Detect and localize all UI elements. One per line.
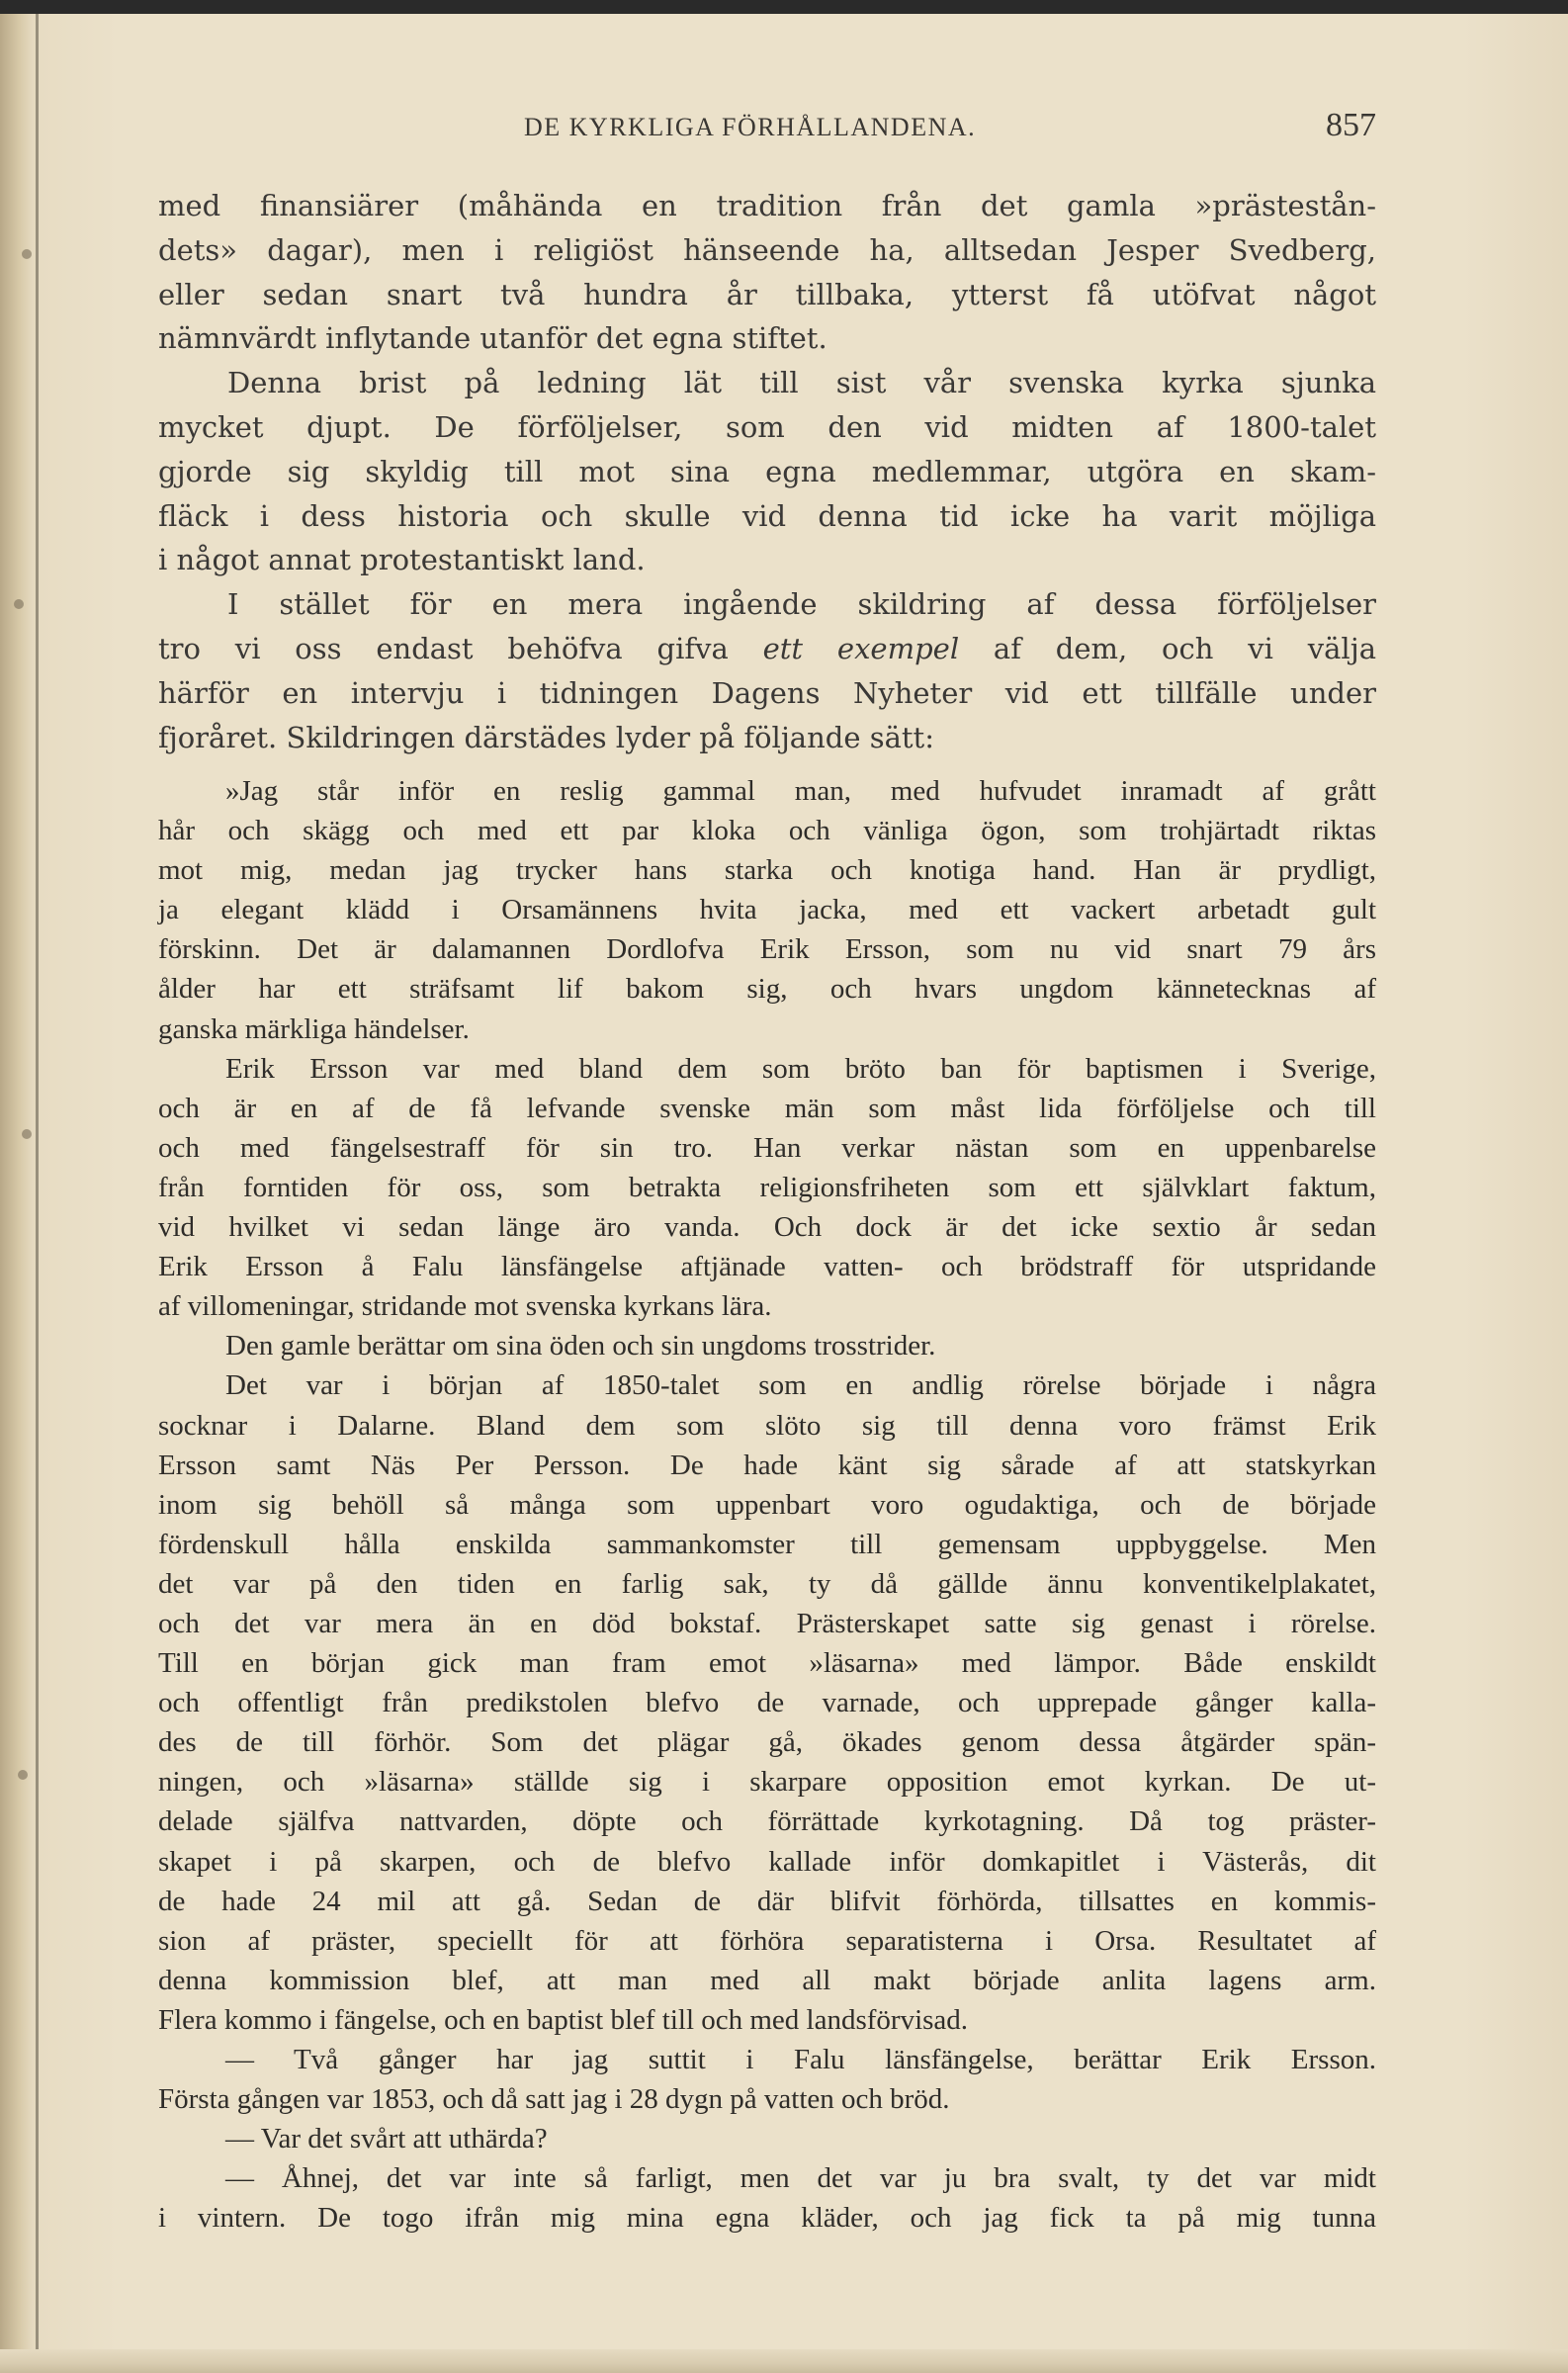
- quoted-interview-block: [158, 771, 1376, 2238]
- scan-top-border: [0, 0, 1568, 14]
- text-line: Flera kommo i fängelse, och en baptist blef till och med landsförvisad.: [158, 2003, 969, 2036]
- text-line: inom sig behöll så många som uppenbart voro ogudaktiga, och de började: [158, 1488, 1376, 1521]
- text-line: dets» dagar), men i religiöst hänseende ha, alltsedan Jesper Svedberg,: [158, 232, 1376, 267]
- text-line: sion af präster, speciellt för att förhöra separatisterna i Orsa. Resultatet af: [158, 1924, 1376, 1957]
- text-line: mycket djupt. De förföljelser, som den vid midten af 1800-talet: [158, 409, 1376, 444]
- margin-mark: [18, 1770, 28, 1780]
- text-line: ganska märkliga händelser.: [158, 1012, 470, 1045]
- text-line: Ersson samt Näs Per Persson. De hade känt sig sårade af att statskyrkan: [158, 1449, 1376, 1481]
- text-line: hår och skägg och med ett par kloka och vänliga ögon, som trohjärtadt riktas: [158, 815, 1376, 847]
- text-line: mot mig, medan jag trycker hans starka och knotiga hand. Han är prydligt,: [158, 854, 1376, 887]
- text-line: denna kommission blef, att man med all makt började anlita lagens arm.: [158, 1964, 1376, 1996]
- text-line: ningen, och »läsarna» ställde sig i skarpare opposition emot kyrkan. De ut-: [158, 1766, 1376, 1799]
- text-line: och är en af de få lefvande svenske män som måst lida förföljelse och till: [158, 1092, 1376, 1124]
- text-line: socknar i Dalarne. Bland dem som slöto sig till denna voro främst Erik: [158, 1409, 1376, 1442]
- text-segment: tro vi oss endast behöfva gifva: [158, 631, 763, 665]
- text-line: vid hvilket vi sedan länge äro vanda. Och dock är det icke sextio år sedan: [158, 1211, 1376, 1244]
- text-line: och det var mera än en död bokstaf. Prästerskapet satte sig genast i rörelse.: [158, 1607, 1376, 1639]
- text-line: det var på den tiden en farlig sak, ty då gällde ännu konventikelplakatet,: [158, 1567, 1376, 1600]
- text-line: Det var i början af 1850-talet som en andlig rörelse började i några: [225, 1369, 1376, 1402]
- text-line: härför en intervju i tidningen Dagens Nyheter vid ett tillfälle under: [158, 675, 1376, 710]
- text-line: fjoråret. Skildringen därstädes lyder på följande sätt:: [158, 720, 934, 754]
- italic-emphasis: ett exempel: [762, 631, 960, 665]
- text-line: af villomeningar, stridande mot svenska kyrkans lära.: [158, 1290, 772, 1323]
- text-line: »Jag står inför en reslig gammal man, med hufvudet inramadt af grått: [225, 775, 1376, 807]
- page-gutter: [0, 14, 34, 2373]
- text-line: ålder har ett sträfsamt lif bakom sig, och hvars ungdom kännetecknas af: [158, 973, 1376, 1006]
- main-text-block: [158, 184, 1376, 759]
- text-line: nämnvärdt inflytande utanför det egna stiftet.: [158, 321, 828, 356]
- text-line: med finansiärer (måhända en tradition från det gamla »prästestån-: [158, 189, 1376, 222]
- text-line: Denna brist på ledning lät till sist vår svenska kyrka sjunka: [227, 366, 1376, 400]
- text-line: Första gången var 1853, och då satt jag i 28 dygn på vatten och bröd.: [158, 2083, 950, 2116]
- text-line: förskinn. Det är dalamannen Dordlofva Erik Ersson, som nu vid snart 79 års: [158, 933, 1376, 966]
- text-line: delade själfva nattvarden, döpte och förrättade kyrkotagning. Då tog präster-: [158, 1805, 1376, 1838]
- margin-mark: [22, 249, 32, 259]
- text-line: — Var det svårt att uthärda?: [225, 2123, 548, 2155]
- text-line: Erik Ersson var med bland dem som bröto ban för baptismen i Sverige,: [225, 1052, 1376, 1085]
- text-line: fläck i dess historia och skulle vid denna tid icke ha varit möjliga: [158, 498, 1376, 533]
- text-line: i vintern. De togo ifrån mig mina egna kläder, och jag fick ta på mig tunna: [158, 2202, 1376, 2235]
- margin-mark: [22, 1129, 32, 1139]
- page-number: 857: [1326, 107, 1376, 143]
- text-line: och med fängelsestraff för sin tro. Han verkar nästan som en uppenbarelse: [158, 1131, 1376, 1164]
- text-line: I stället för en mera ingående skildring af dessa förföljelser: [227, 587, 1376, 622]
- text-line: från forntiden för oss, som betrakta religionsfriheten som ett självklart faktum,: [158, 1171, 1376, 1203]
- text-line: des de till förhör. Som det plägar gå, ökades genom dessa åtgärder spän-: [158, 1726, 1376, 1759]
- text-line: — Åhnej, det var inte så farligt, men det var ju bra svalt, ty det var midt: [225, 2162, 1376, 2195]
- page-bottom-edge: [0, 2349, 1568, 2373]
- text-line: [158, 627, 1376, 671]
- text-line: — Två gånger har jag suttit i Falu länsfängelse, berättar Erik Ersson.: [225, 2044, 1376, 2075]
- running-header: [158, 107, 1376, 150]
- text-line: Till en början gick man fram emot »läsarna» med lämpor. Både enskildt: [158, 1647, 1376, 1680]
- text-line: de hade 24 mil att gå. Sedan de där blifvit förhörda, tillsattes en kommis-: [158, 1885, 1376, 1917]
- text-line: i något annat protestantiskt land.: [158, 543, 646, 577]
- text-line: Erik Ersson å Falu länsfängelse aftjänade vatten- och brödstraff för utspridande: [158, 1251, 1376, 1283]
- text-line: gjorde sig skyldig till mot sina egna medlemmar, utgöra en skam-: [158, 454, 1376, 488]
- text-line: och offentligt från predikstolen blefvo de varnade, och upprepade gånger kalla-: [158, 1687, 1376, 1719]
- text-line: fördenskull hålla enskilda sammankomster till gemensam uppbyggelse. Men: [158, 1528, 1376, 1560]
- text-line: skapet i på skarpen, och de blefvo kallade inför domkapitlet i Västerås, dit: [158, 1845, 1376, 1878]
- margin-mark: [14, 599, 24, 609]
- text-segment: af dem, och vi välja: [959, 631, 1376, 665]
- text-line: ja elegant klädd i Orsamännens hvita jacka, med ett vackert arbetadt gult: [158, 894, 1376, 926]
- running-title: DE KYRKLIGA FÖRHÅLLANDENA.: [524, 113, 977, 141]
- text-line: Den gamle berättar om sina öden och sin ungdoms trosstrider.: [225, 1330, 936, 1362]
- text-line: eller sedan snart två hundra år tillbaka, ytterst få utöfvat något: [158, 277, 1376, 311]
- binding-shadow: [36, 14, 39, 2373]
